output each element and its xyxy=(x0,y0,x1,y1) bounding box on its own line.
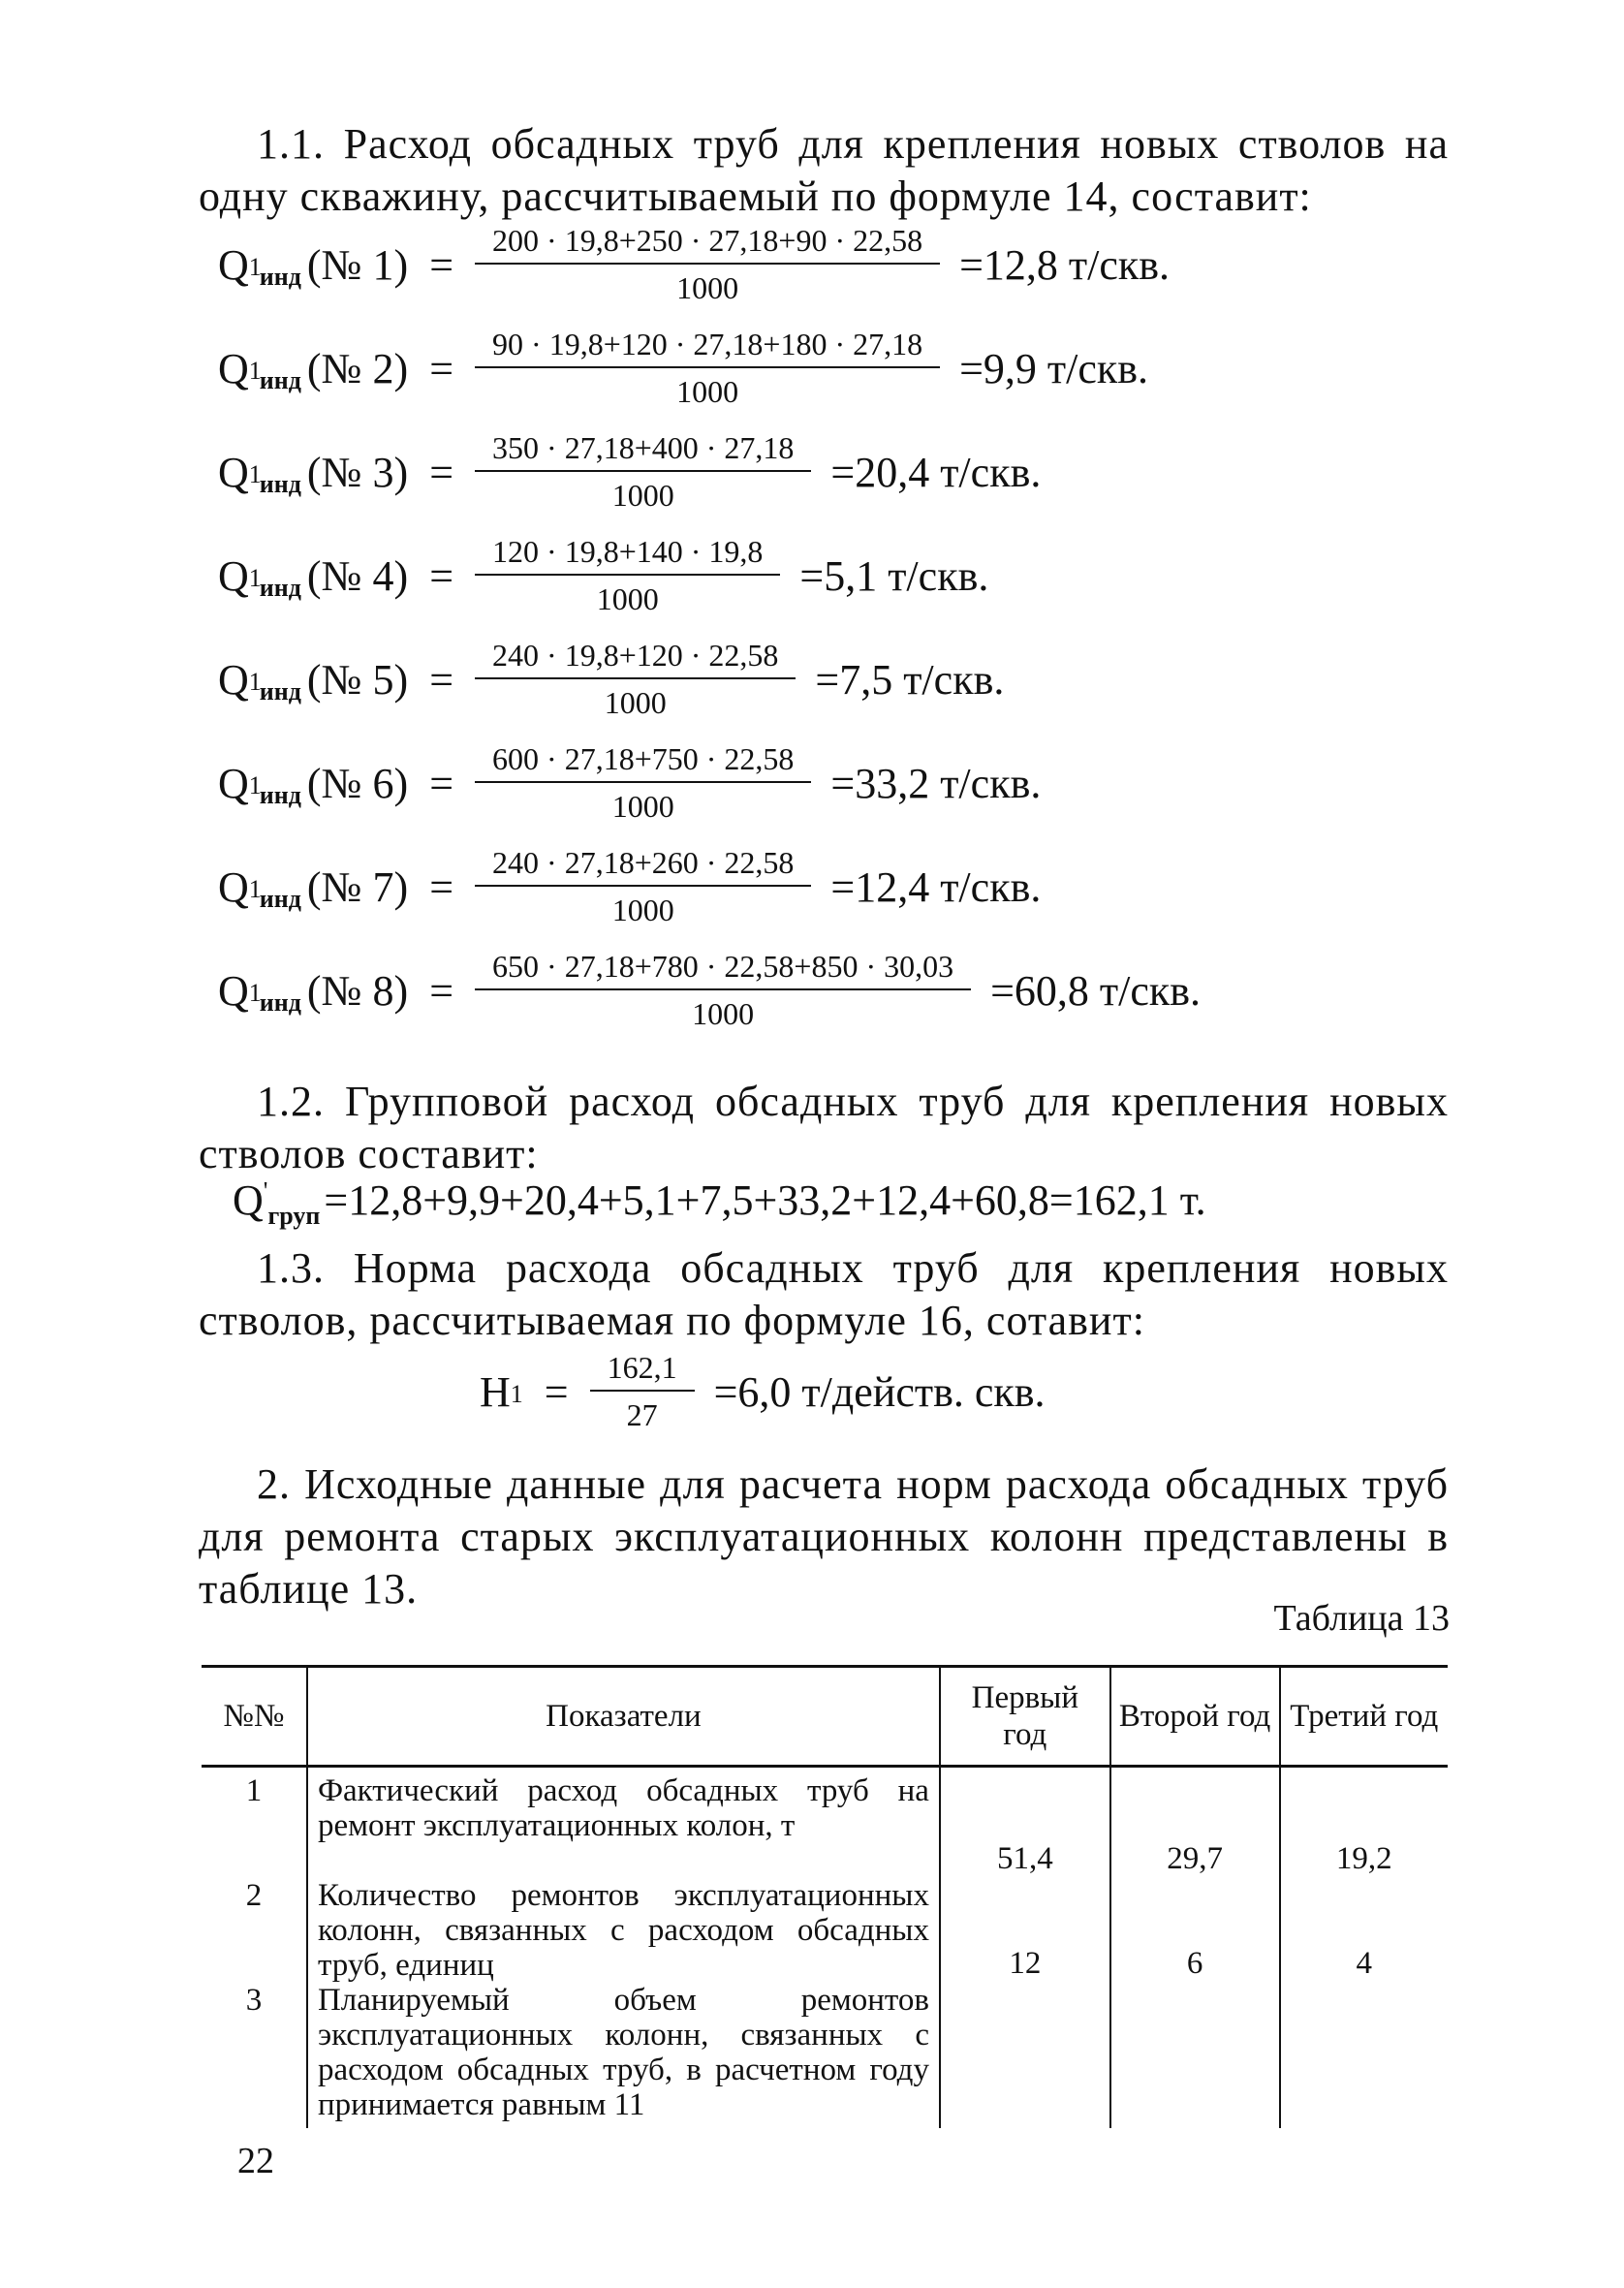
indicator-text: Планируемый объем ремонтов эксплуатационных колонн, связанных с расходом обсадных труб, в расчетном году принимается равным 11 xyxy=(317,1983,929,2122)
value-cell: 4 xyxy=(1356,1946,1372,1981)
fraction: $\frac{240 \cdot 19,8+120 \cdot 22,58}{1000}$ xyxy=(475,638,796,721)
fraction: $\frac{600 \cdot 27,18+750 \cdot 22,58}{1000}$ xyxy=(475,741,811,825)
indicator-text: Фактический расход обсадных труб на ремонт эксплуатационных колон, т xyxy=(317,1773,929,1843)
fraction: $\frac{350 \cdot 27,18+400 \cdot 27,18}{1000}$ xyxy=(475,430,811,514)
value-cell: 51,4 xyxy=(996,1841,1053,1876)
value-cell: 19,2 xyxy=(1335,1841,1392,1876)
table-header-row xyxy=(202,1667,1448,1767)
header-year-3: Третий год xyxy=(1280,1667,1449,1767)
formula-row: Q $^1$ $_{инд}$ (№ 6) = $\frac{600 \cdot 27,18+750 \cdot 22,58}{1000}$ =33,2 т/скв. xyxy=(218,741,1042,824)
row-number: 1 xyxy=(245,1773,263,1808)
formula-lhs: Q $^1$ $_{инд}$ (№ 1) xyxy=(218,240,409,291)
value-cell: 12 xyxy=(1009,1946,1042,1981)
formula-row: Q $^1$ $_{инд}$ (№ 2) = $\frac{90 \cdot 19,8+120 \cdot 27,18+180 \cdot 27,18}{1000}$ =9,9 т/скв. xyxy=(218,327,1149,409)
formula-lhs: Q $^1$ $_{инд}$ (№ 5) xyxy=(218,655,409,705)
table-row xyxy=(202,1767,1448,2129)
header-year-1: Первый год xyxy=(940,1667,1110,1767)
paragraph-1-2 xyxy=(199,1076,1449,1180)
value-cell: 6 xyxy=(1186,1946,1203,1981)
formula-lhs: Q $^1$ $_{инд}$ (№ 4) xyxy=(218,551,409,602)
formula-row: Q $^1$ $_{инд}$ (№ 7) = $\frac{240 \cdot 27,18+260 \cdot 22,58}{1000}$ =12,4 т/скв. xyxy=(218,845,1042,927)
paragraph-2-text: 2. Исходные данные для расчета норм расхода обсадных труб для ремонта старых эксплуатационных колонн представлены в таблице 13. xyxy=(199,1460,1449,1613)
formula-row: Q $^1$ $_{инд}$ (№ 8) = $\frac{650 \cdot 27,18+780 \cdot 22,58+850 \cdot 30,03}{1000}$ =60,8 т/скв. xyxy=(218,949,1202,1031)
row-number: 2 xyxy=(245,1878,263,1913)
row-number: 3 xyxy=(245,1983,263,2018)
fraction: $\frac{240 \cdot 27,18+260 \cdot 22,58}{1000}$ xyxy=(475,845,811,928)
formula-row: Q $^1$ $_{инд}$ (№ 5) = $\frac{240 \cdot 19,8+120 \cdot 22,58}{1000}$ =7,5 т/скв. xyxy=(218,638,1005,720)
paragraph-1-3 xyxy=(199,1242,1449,1347)
table-caption: Таблица 13 xyxy=(1273,1598,1450,1639)
norm-formula: H $^1$ = $\frac{162,1}{27}$ =6,0 т/действ. скв. xyxy=(480,1350,1046,1432)
header-year-2: Второй год xyxy=(1110,1667,1280,1767)
formula-lhs: Q $^1$ $_{инд}$ (№ 7) xyxy=(218,862,409,913)
value-cell: 29,7 xyxy=(1167,1841,1223,1876)
fraction: $\frac{90 \cdot 19,8+120 \cdot 27,18+180 \cdot 27,18}{1000}$ xyxy=(475,327,940,410)
header-number: №№ xyxy=(202,1667,307,1767)
header-indicators: Показатели xyxy=(307,1667,940,1767)
paragraph-1-3-text: 1.3. Норма расхода обсадных труб для крепления новых стволов, рассчитываемая по формуле 16, сотавит: xyxy=(199,1244,1449,1344)
page-number: 22 xyxy=(237,2141,274,2181)
formula-lhs: Q $^1$ $_{инд}$ (№ 8) xyxy=(218,966,409,1017)
formula-row: Q $^1$ $_{инд}$ (№ 3) = $\frac{350 \cdot 27,18+400 \cdot 27,18}{1000}$ =20,4 т/скв. xyxy=(218,430,1042,513)
formula-lhs: Q $^1$ $_{инд}$ (№ 3) xyxy=(218,448,409,498)
paragraph-1-2-text: 1.2. Групповой расход обсадных труб для крепления новых стволов составит: xyxy=(199,1078,1449,1177)
indicator-text: Количество ремонтов эксплуатационных колонн, связанных с расходом обсадных труб, единиц xyxy=(317,1878,929,1983)
paragraph-2 xyxy=(199,1458,1449,1615)
fraction: $\frac{120 \cdot 19,8+140 \cdot 19,8}{1000}$ xyxy=(475,534,780,617)
formula-row: Q $^1$ $_{инд}$ (№ 1) = $\frac{200 \cdot 19,8+250 \cdot 27,18+90 \cdot 22,58}{1000}$ =12,8 т/скв. xyxy=(218,223,1171,305)
formula-lhs: Q $^1$ $_{инд}$ (№ 6) xyxy=(218,759,409,809)
fraction: $\frac{162,1}{27}$ xyxy=(590,1350,695,1433)
formula-row: Q $^1$ $_{инд}$ (№ 4) = $\frac{120 \cdot 19,8+140 \cdot 19,8}{1000}$ =5,1 т/скв. xyxy=(218,534,989,616)
fraction: $\frac{200 \cdot 19,8+250 \cdot 27,18+90 \cdot 22,58}{1000}$ xyxy=(475,223,940,306)
paragraph-1-1 xyxy=(199,118,1449,223)
data-table xyxy=(202,1665,1448,2128)
fraction: $\frac{650 \cdot 27,18+780 \cdot 22,58+850 \cdot 30,03}{1000}$ xyxy=(475,949,971,1032)
formula-lhs: Q $^1$ $_{инд}$ (№ 2) xyxy=(218,344,409,394)
paragraph-1-1-text: 1.1. Расход обсадных труб для крепления новых стволов на одну скважину, рассчитываемый по формуле 14, составит: xyxy=(199,120,1449,220)
group-sum-formula: $Q'_{груп}=12,8+9,9+20,4+5,1+7,5+33,2+12,4+60,8=162,1$ т. xyxy=(233,1176,1206,1230)
